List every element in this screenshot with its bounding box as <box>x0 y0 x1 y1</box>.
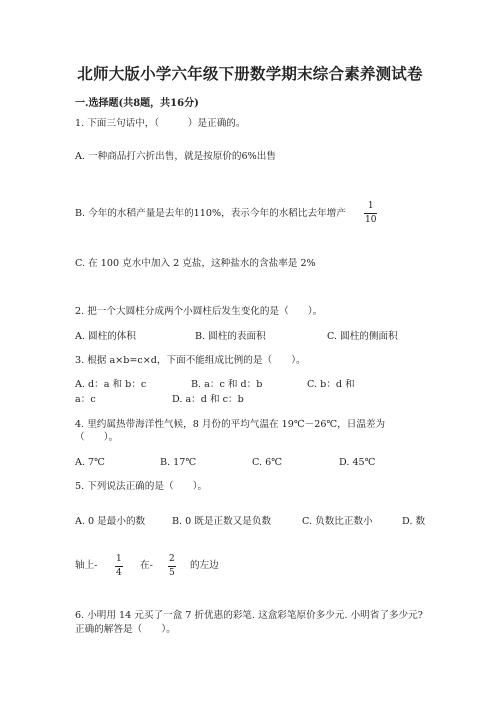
fraction-numerator: 2 <box>169 554 175 564</box>
q2-option-c: C. 圆柱的侧面积 <box>327 331 398 342</box>
q2-stem: 2. 把一个大圆柱分成两个小圆柱后发生变化的是（ ）。 <box>75 306 323 317</box>
fraction-denominator: 10 <box>365 215 377 225</box>
q4-stem-line2: （ ）。 <box>75 432 119 443</box>
fraction-numerator: 1 <box>116 554 122 564</box>
fraction-bar <box>168 566 176 567</box>
section-heading: 一.选择题(共8题，共16分) <box>75 98 199 109</box>
q1-option-c: C. 在 100 克水中加入 2 克盐，这种盐水的含盐率是 2% <box>75 258 316 269</box>
q1-option-b: B. 今年的水稻产量是去年的110%，表示今年的水稻比去年增产 <box>75 208 346 219</box>
q5-fraction-one-quarter <box>115 554 123 579</box>
q3-stem: 3. 根据 a×b=c×d，下面不能组成比例的是（ ）。 <box>75 355 306 366</box>
q1-option-a: A. 一种商品打六折出售，就是按原价的6%出售 <box>75 151 276 162</box>
q4-stem-line1: 4. 里约属热带海洋性气候，8 月份的平均气温在 19℃－26℃，日温差为 <box>75 419 386 430</box>
fraction-numerator: 1 <box>367 201 374 211</box>
q3-option-c: C. b：d 和 <box>307 379 355 390</box>
fraction-denominator: 4 <box>116 568 122 578</box>
q6-stem-line2: 正确的解答是（ ）。 <box>75 624 176 635</box>
q5-option-b: B. 0 既是正数又是负数 <box>172 516 272 527</box>
fraction-bar <box>115 566 123 567</box>
q3-option-b: B. a：c 和 d：b <box>191 379 263 390</box>
q5-option-d-line2-post: 的左边 <box>190 560 219 571</box>
q5-option-c: C. 负数比正数小 <box>302 516 373 527</box>
q4-option-a: A. 7℃ <box>75 457 105 468</box>
q5-stem: 5. 下列说法正确的是（ ）。 <box>75 481 208 492</box>
q4-option-d: D. 45℃ <box>339 457 376 468</box>
fraction-denominator: 5 <box>169 568 175 578</box>
q5-fraction-two-fifths <box>168 554 176 579</box>
q5-option-d: D. 数 <box>402 516 426 527</box>
q5-option-a: A. 0 是最小的数 <box>75 516 146 527</box>
q3-option-c-cont: a：c <box>75 394 96 405</box>
q4-option-c: C. 6℃ <box>252 457 282 468</box>
q6-stem-line1: 6. 小明用 14 元买了一盒 7 折优惠的彩笔. 这盒彩笔原价多少元. 小明省了多少元? <box>75 610 423 621</box>
fraction-bar <box>364 213 377 214</box>
q2-option-b: B. 圆柱的表面积 <box>195 331 266 342</box>
q3-option-d: D. a：d 和 c：b <box>172 394 244 405</box>
q1-option-b-fraction <box>364 201 377 226</box>
q2-option-a: A. 圆柱的体积 <box>75 331 136 342</box>
q3-option-a: A. d：a 和 b：c <box>75 379 147 390</box>
page-title: 北师大版小学六年级下册数学期末综合素养测试卷 <box>77 64 423 83</box>
q1-stem: 1. 下面三句话中，（ ）是正确的。 <box>75 118 246 129</box>
q4-option-b: B. 17℃ <box>160 457 197 468</box>
q5-option-d-line2-mid: 在- <box>140 560 153 571</box>
q5-option-d-line2-pre: 轴上- <box>75 560 98 571</box>
